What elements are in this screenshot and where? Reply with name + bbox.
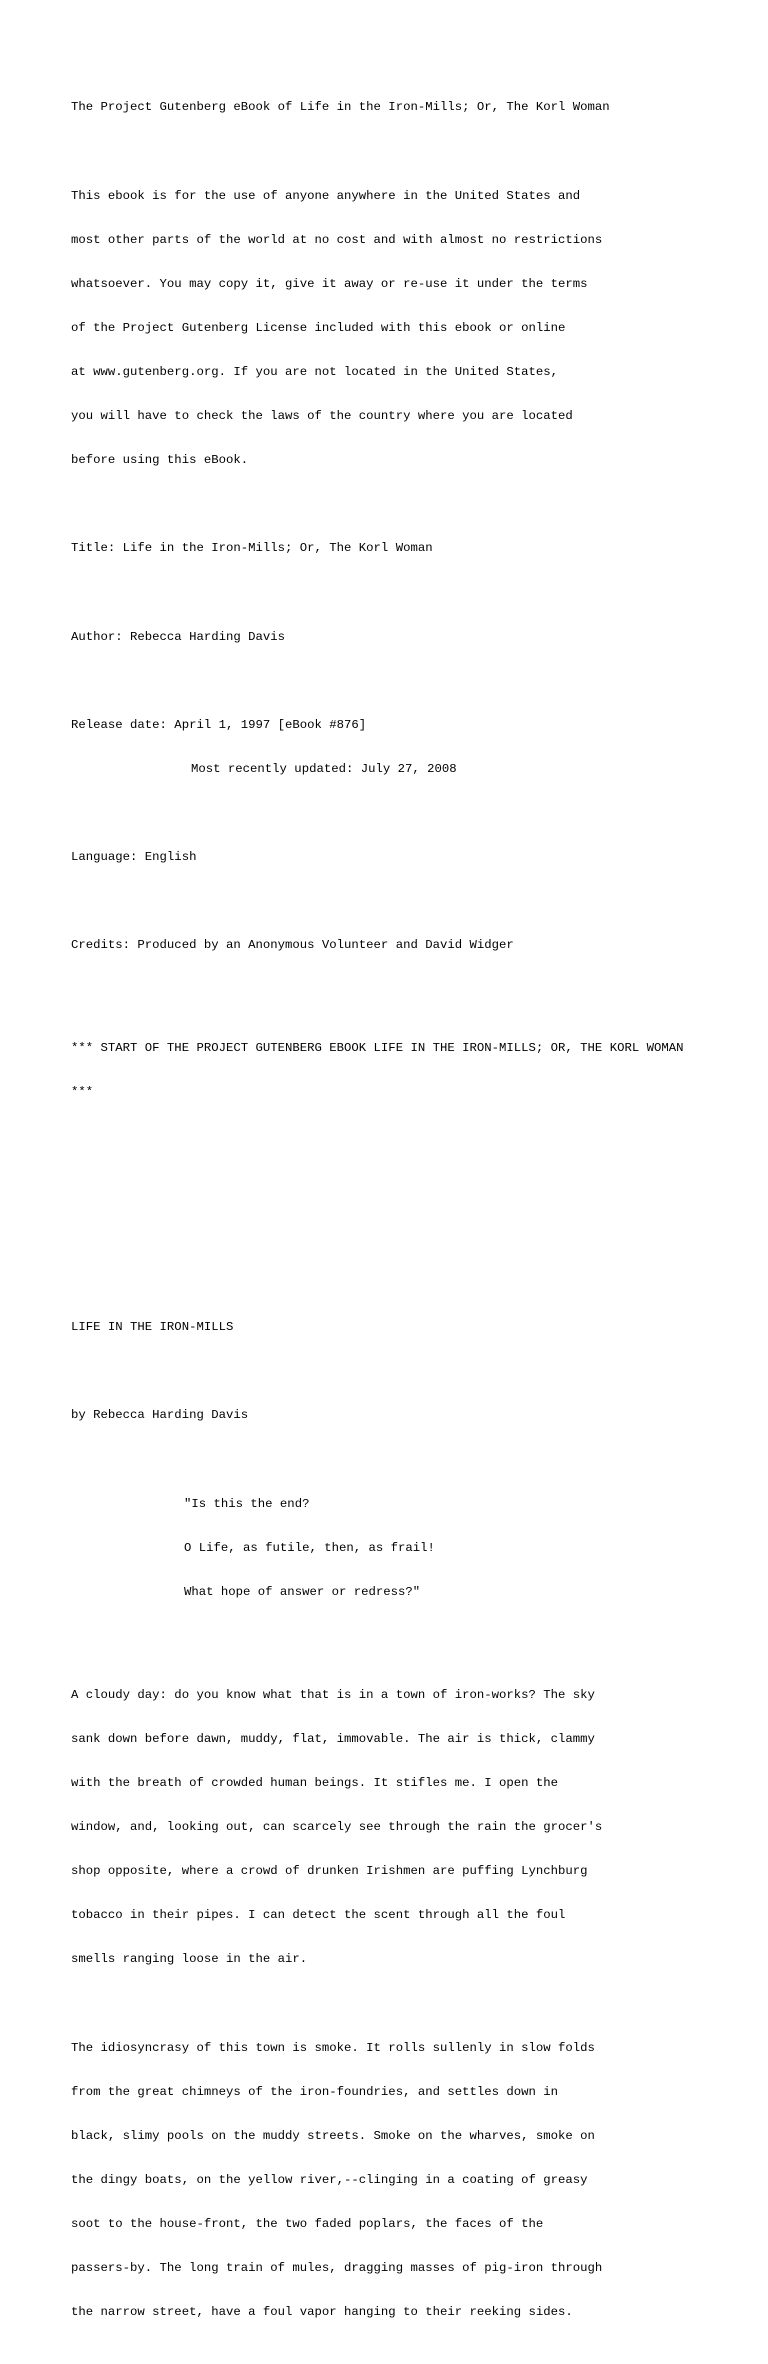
ebook-page bbox=[71, 71, 751, 2364]
header-line: The Project Gutenberg eBook of Life in the Iron-Mills; Or, The Korl Woman bbox=[71, 100, 610, 115]
epigraph-line: O Life, as futile, then, as frail! bbox=[184, 1540, 435, 1555]
license-line: at www.gutenberg.org. If you are not located in the United States, bbox=[71, 365, 559, 380]
book-title: LIFE IN THE IRON-MILLS bbox=[71, 1320, 234, 1335]
author-metadata: Author: Rebecca Harding Davis bbox=[71, 629, 286, 644]
release-date: Release date: April 1, 1997 [eBook #876] bbox=[71, 717, 367, 732]
license-line: most other parts of the world at no cost and with almost no restrictions bbox=[71, 232, 603, 247]
title-metadata: Title: Life in the Iron-Mills; Or, The Korl Woman bbox=[71, 541, 433, 556]
credits-metadata: Credits: Produced by an Anonymous Volunteer and David Widger bbox=[71, 938, 514, 953]
license-paragraph bbox=[71, 159, 751, 497]
epigraph bbox=[71, 1467, 751, 1629]
release-metadata bbox=[71, 688, 751, 806]
start-marker: *** START OF THE PROJECT GUTENBERG EBOOK LIFE IN THE IRON-MILLS; OR, THE KORL WOMAN *** bbox=[71, 1040, 684, 1100]
epigraph-line: What hope of answer or redress?" bbox=[184, 1584, 421, 1599]
language-metadata: Language: English bbox=[71, 850, 197, 865]
license-line: before using this eBook. bbox=[71, 453, 249, 468]
body-paragraph-2: The idiosyncrasy of this town is smoke. It rolls sullenly in slow folds from the great chimneys of the iron-foundries, and settles down in black, slimy pools on the muddy streets. Smoke on the wharves, smoke on the dingy boats, on the yellow river,--clinging in a coating of greasy soot to the house-front, the two faded poplars, the faces of the passers-by. The long train of mules, dragging masses of pig-iron through the narrow street, have a foul vapor hanging to their reeking sides. bbox=[71, 2040, 603, 2320]
license-line: you will have to check the laws of the country where you are located bbox=[71, 409, 573, 424]
epigraph-line: "Is this the end? bbox=[184, 1496, 310, 1511]
updated-date: Most recently updated: July 27, 2008 bbox=[191, 761, 457, 776]
license-line: whatsoever. You may copy it, give it away or re-use it under the terms bbox=[71, 276, 588, 291]
blank-spacer bbox=[71, 1144, 751, 1291]
license-line: This ebook is for the use of anyone anywhere in the United States and bbox=[71, 188, 581, 203]
body-paragraph-1: A cloudy day: do you know what that is in a town of iron-works? The sky sank down before dawn, muddy, flat, immovable. The air is thick, clammy with the breath of crowded human beings. It stifles me. I open the window, and, looking out, can scarcely see through the rain the grocer's shop opposite, where a crowd of drunken Irishmen are puffing Lynchburg tobacco in their pipes. I can detect the scent through all the foul smells ranging loose in the air. bbox=[71, 1687, 603, 1967]
license-line: of the Project Gutenberg License included with this ebook or online bbox=[71, 320, 566, 335]
byline: by Rebecca Harding Davis bbox=[71, 1408, 249, 1423]
